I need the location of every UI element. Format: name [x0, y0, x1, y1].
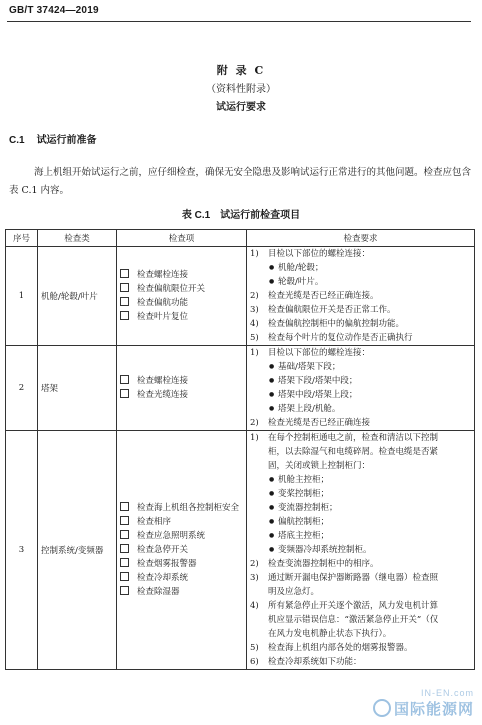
requirement-text: 检查光缆是否已经正确连接 — [268, 418, 371, 428]
requirement-number: 2) — [250, 291, 259, 301]
check-item-label: 检查除湿器 — [137, 587, 180, 597]
watermark — [373, 688, 474, 719]
checkbox-square-icon — [120, 502, 129, 511]
header-no: 序号 — [6, 230, 38, 247]
checkbox-square-icon — [120, 311, 129, 320]
check-item — [120, 543, 243, 557]
row-number: 1 — [6, 247, 38, 346]
requirement-number: 3) — [250, 305, 259, 315]
requirement-continuation: 固，关闭或锁上控制柜门： — [268, 461, 371, 471]
requirement-continuation: 柜，以去除湿气和电缆碎屑。检查电缆是否紧 — [268, 447, 439, 457]
requirement-continuation: 明及应急灯。 — [268, 587, 320, 597]
header-rule — [7, 21, 471, 22]
checkbox-square-icon — [120, 297, 129, 306]
requirement-numbered — [250, 346, 471, 360]
requirement-numbered — [250, 416, 471, 430]
appendix-type: （资料性附录） — [206, 84, 276, 95]
requirement-number: 1) — [250, 348, 259, 358]
check-item — [120, 501, 243, 515]
requirement-bullet: ● 塔底主控柜； — [250, 529, 471, 543]
row-items — [117, 431, 247, 670]
section-number: C.1 — [9, 135, 25, 146]
requirement-text: 目检以下部位的螺栓连接： — [268, 348, 371, 358]
appendix-title: 附 录 C — [216, 64, 266, 77]
table-row — [6, 346, 475, 431]
check-item — [120, 268, 243, 282]
header-requirement: 检查要求 — [247, 230, 475, 247]
check-item — [120, 515, 243, 529]
row-category: 控制系统/变频器 — [38, 431, 117, 670]
requirement-bullet: ● 变流器控制柜； — [250, 501, 471, 515]
requirement-numbered — [250, 247, 471, 261]
check-item — [120, 571, 243, 585]
requirement-bullet: ● 变频器冷却系统控制柜。 — [250, 543, 471, 557]
check-item-label: 检查海上机组各控制柜安全 — [137, 503, 240, 513]
checkbox-square-icon — [120, 558, 129, 567]
requirement-number: 4) — [250, 601, 259, 611]
requirement-text: 在每个控制柜通电之前，检查和清洁以下控制 — [268, 433, 439, 443]
checkbox-square-icon — [120, 544, 129, 553]
table-row — [6, 247, 475, 346]
requirement-number: 5) — [250, 333, 259, 343]
requirement-bullet: ● 变桨控制柜； — [250, 487, 471, 501]
requirement-bullet: ● 塔架上段/机舱。 — [250, 402, 471, 416]
checkbox-square-icon — [120, 586, 129, 595]
table-caption-number: 表 C.1 — [181, 210, 211, 221]
appendix-subject: 试运行要求 — [216, 102, 266, 113]
requirement-text: 检查偏航控制柜中的偏航控制功能。 — [268, 319, 405, 329]
requirement-numbered — [250, 641, 471, 655]
checkbox-square-icon — [120, 572, 129, 581]
check-item-label: 检查烟雾报警器 — [137, 559, 197, 569]
check-item-label: 检查急停开关 — [137, 545, 189, 555]
requirement-number: 2) — [250, 559, 259, 569]
row-items — [117, 346, 247, 431]
header-item: 检查项 — [117, 230, 247, 247]
requirement-bullet: ● 塔架下段/塔架中段； — [250, 374, 471, 388]
row-category: 塔架 — [38, 346, 117, 431]
check-item — [120, 388, 243, 402]
header-category: 检查类 — [38, 230, 117, 247]
requirement-bullet: ● 机舱/轮毂； — [250, 261, 471, 275]
checkbox-square-icon — [120, 516, 129, 525]
watermark-cn-text: 国际能源网 — [393, 700, 474, 718]
check-item — [120, 585, 243, 599]
requirement-text: 所有紧急停止开关逐个激活，风力发电机计算 — [268, 601, 439, 611]
requirement-numbered — [250, 557, 471, 571]
table-caption — [0, 206, 482, 221]
check-item — [120, 374, 243, 388]
section-heading — [9, 131, 97, 146]
checkbox-square-icon — [120, 283, 129, 292]
requirement-text: 检查偏航限位开关是否正常工作。 — [268, 305, 396, 315]
requirement-continuation: 在风力发电机静止状态下执行）。 — [268, 629, 392, 639]
requirement-numbered — [250, 571, 471, 585]
watermark-logo-icon — [373, 699, 391, 717]
section-paragraph: 海上机组开始试运行之前，应仔细检查，确保无安全隐患及影响试运行正常进行的其他问题。检查应包含表 C.1 内容。 — [9, 167, 472, 196]
requirement-number: 2) — [250, 418, 259, 428]
requirement-text: 检查冷却系统如下功能： — [268, 657, 362, 667]
checkbox-square-icon — [120, 269, 129, 278]
check-item — [120, 282, 243, 296]
requirement-numbered — [250, 331, 471, 345]
requirement-text: 目检以下部位的螺栓连接： — [268, 249, 371, 259]
requirement-numbered — [250, 303, 471, 317]
requirement-numbered — [250, 431, 471, 445]
requirement-number: 1) — [250, 433, 259, 443]
check-item — [120, 296, 243, 310]
check-item-label: 检查相序 — [137, 517, 172, 527]
requirement-number: 5) — [250, 643, 259, 653]
check-item — [120, 529, 243, 543]
requirement-text: 检查变流器控制柜中的相序。 — [268, 559, 379, 569]
row-requirements — [247, 346, 475, 431]
checkbox-square-icon — [120, 530, 129, 539]
row-requirements — [247, 431, 475, 670]
requirement-bullet: ● 塔架中段/塔架上段； — [250, 388, 471, 402]
row-category: 机舱/轮毂/叶片 — [38, 247, 117, 346]
requirement-numbered — [250, 655, 471, 669]
check-item-label: 检查光缆连接 — [137, 390, 189, 400]
check-item-label: 检查冷却系统 — [137, 573, 189, 583]
requirement-bullet: ● 机舱主控柜； — [250, 473, 471, 487]
requirement-bullet: ● 偏航控制柜； — [250, 515, 471, 529]
requirement-number: 1) — [250, 249, 259, 259]
row-number: 2 — [6, 346, 38, 431]
requirement-text: 检查光缆是否已经正确连接。 — [268, 291, 379, 301]
table-row — [6, 431, 475, 670]
requirement-bullet: ● 轮毂/叶片。 — [250, 275, 471, 289]
standard-code: GB/T 37424—2019 — [9, 5, 99, 16]
check-item — [120, 557, 243, 571]
check-item-label: 检查偏航功能 — [137, 298, 189, 308]
row-items — [117, 247, 247, 346]
checkbox-square-icon — [120, 389, 129, 398]
requirement-number: 4) — [250, 319, 259, 329]
requirement-numbered — [250, 289, 471, 303]
requirement-numbered — [250, 317, 471, 331]
table-caption-title: 试运行前检查项目 — [220, 210, 301, 221]
requirement-continuation: 机应显示错误信息：“激活紧急停止开关”（仅 — [268, 615, 439, 625]
requirement-number: 3) — [250, 573, 259, 583]
row-number: 3 — [6, 431, 38, 670]
check-item-label: 检查应急照明系统 — [137, 531, 206, 541]
inspection-table — [5, 229, 475, 670]
check-item-label: 检查叶片复位 — [137, 312, 189, 322]
requirement-text: 检查每个叶片的复位动作是否正确执行 — [268, 333, 413, 343]
check-item-label: 检查螺栓连接 — [137, 376, 189, 386]
watermark-en: IN-EN.com — [420, 688, 474, 698]
requirement-numbered — [250, 599, 471, 613]
requirement-text: 检查海上机组内部各处的烟雾报警器。 — [268, 643, 413, 653]
check-item-label: 检查偏航限位开关 — [137, 284, 206, 294]
requirement-bullet: ● 基础/塔架下段； — [250, 360, 471, 374]
check-item — [120, 310, 243, 324]
section-title: 试运行前准备 — [36, 135, 97, 146]
requirement-text: 通过断开漏电保护器断路器（继电器）检查照 — [268, 573, 439, 583]
checkbox-square-icon — [120, 375, 129, 384]
row-requirements — [247, 247, 475, 346]
table-body — [6, 247, 475, 670]
watermark-cn — [373, 698, 474, 719]
requirement-number: 6) — [250, 657, 259, 667]
check-item-label: 检查螺栓连接 — [137, 270, 189, 280]
table-header-row — [6, 230, 475, 247]
